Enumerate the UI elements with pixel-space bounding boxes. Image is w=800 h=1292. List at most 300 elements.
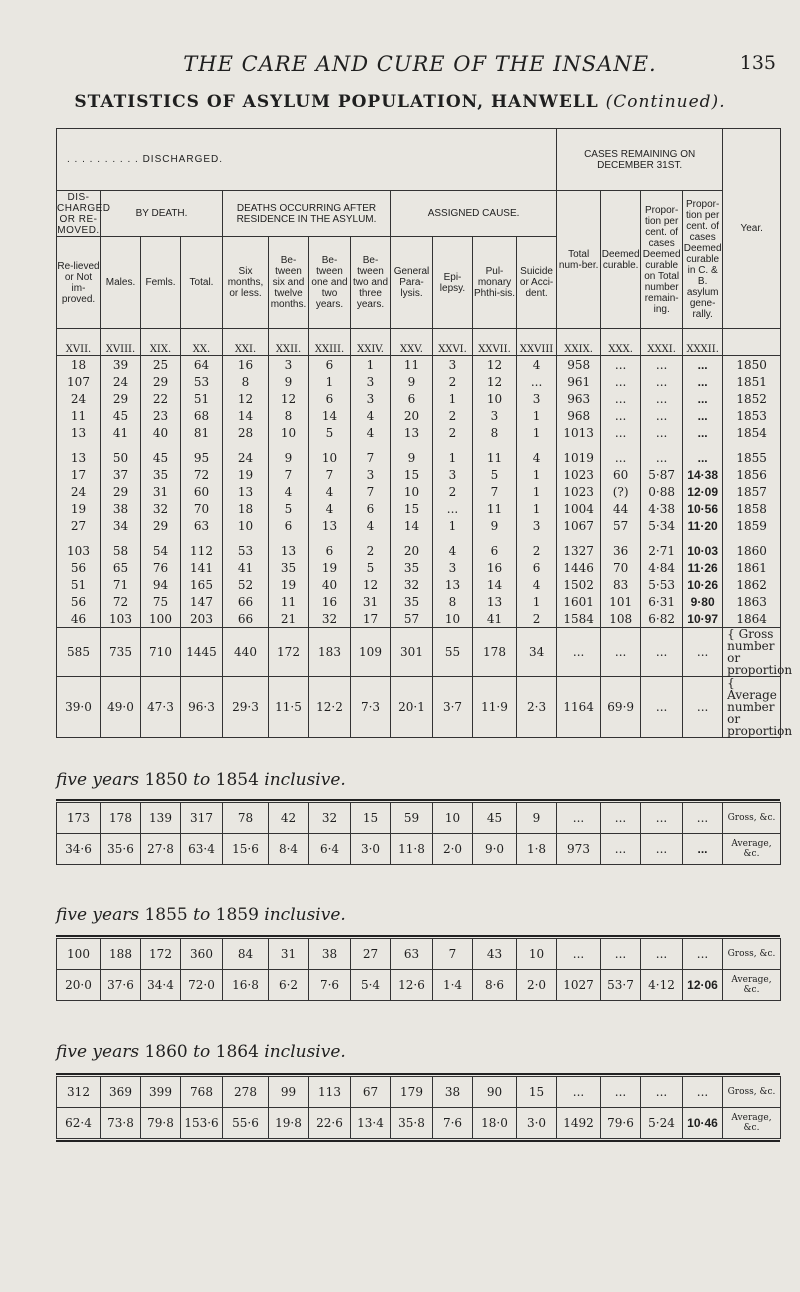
table-cell: 31 [351, 593, 391, 610]
year-cell: 1851 [723, 373, 781, 390]
period-cell: 2·0 [433, 834, 473, 865]
table-cell: 1019 [557, 449, 601, 466]
period-cell: 38 [433, 1077, 473, 1108]
average-row [57, 677, 781, 738]
table-cell: 40 [309, 576, 351, 593]
table-cell: 20 [391, 542, 433, 559]
table-cell: 94 [141, 576, 181, 593]
table-cell: 72 [101, 593, 141, 610]
table-cell: 1 [433, 449, 473, 466]
table-cell: 14 [223, 407, 269, 424]
total-number-header: Total num-ber. [557, 191, 601, 329]
table-cell: 10·26 [683, 576, 723, 593]
period-cell: ... [601, 1077, 641, 1108]
table-cell: 1 [433, 390, 473, 407]
period-cell: 100 [57, 939, 101, 970]
table-row [57, 593, 781, 610]
period-cell: 8·6 [473, 970, 517, 1001]
table-cell: (?) [601, 483, 641, 500]
table-cell: 4 [433, 542, 473, 559]
table-cell: 57 [391, 610, 433, 628]
table-row [57, 449, 781, 466]
summary-cell: 29·3 [223, 677, 269, 738]
column-number: XXIV. [351, 329, 391, 356]
table-cell: 14 [309, 407, 351, 424]
table-cell: 5 [269, 500, 309, 517]
period-cell: 188 [101, 939, 141, 970]
table-cell: 2·71 [641, 542, 683, 559]
table-cell: 56 [57, 593, 101, 610]
table-cell: ... [601, 424, 641, 441]
year-cell: 1854 [723, 424, 781, 441]
relieved-header: Re-lieved or Not im-proved. [57, 237, 101, 329]
group-gap [57, 441, 781, 449]
table-cell: 961 [557, 373, 601, 390]
table-cell: 20 [391, 407, 433, 424]
period-cell: ... [601, 834, 641, 865]
table-cell: 17 [351, 610, 391, 628]
year-cell: 1859 [723, 517, 781, 534]
year-cell: 1860 [723, 542, 781, 559]
period-cell: 72·0 [181, 970, 223, 1001]
table-cell: 100 [141, 610, 181, 628]
table-cell: 16 [223, 356, 269, 374]
table-cell: ... [683, 449, 723, 466]
page-number: 135 [739, 52, 776, 74]
table-cell: 44 [601, 500, 641, 517]
period-cell: 312 [57, 1077, 101, 1108]
table-cell: 5·53 [641, 576, 683, 593]
table-cell: 10 [473, 390, 517, 407]
period-cell: 35·8 [391, 1108, 433, 1139]
table-cell: 2 [517, 610, 557, 628]
period-cell: 3·0 [517, 1108, 557, 1139]
table-row [57, 466, 781, 483]
table-cell: 35 [391, 559, 433, 576]
total-header: Total. [181, 237, 223, 329]
table-cell: 6·82 [641, 610, 683, 628]
table-cell: 56 [57, 559, 101, 576]
table-cell: 6 [351, 500, 391, 517]
table-cell: 24 [101, 373, 141, 390]
table-cell: ... [601, 373, 641, 390]
period-cell: 1492 [557, 1108, 601, 1139]
table-cell: 9 [269, 449, 309, 466]
group-gap [57, 534, 781, 542]
summary-cell: 710 [141, 628, 181, 677]
period-cell: 153·6 [181, 1108, 223, 1139]
table-cell: 1502 [557, 576, 601, 593]
period-gross-row [57, 803, 781, 834]
period-label-to-word: to [187, 770, 211, 790]
table-cell: 24 [223, 449, 269, 466]
table-cell: 8 [269, 407, 309, 424]
table-cell: 40 [141, 424, 181, 441]
table-cell: 1584 [557, 610, 601, 628]
period-cell: 15 [517, 1077, 557, 1108]
running-head [0, 50, 800, 80]
table-cell: 1601 [557, 593, 601, 610]
period-cell: 317 [181, 803, 223, 834]
period-cell: 73·8 [101, 1108, 141, 1139]
table-cell: 1 [517, 483, 557, 500]
summary-cell: ... [601, 628, 641, 677]
table-cell: 14 [473, 576, 517, 593]
table-cell: 81 [181, 424, 223, 441]
period-cell: ... [641, 803, 683, 834]
table-row [57, 373, 781, 390]
period-cell: ... [557, 803, 601, 834]
table-row [57, 542, 781, 559]
period-cell: 278 [223, 1077, 269, 1108]
period-cell: 32 [309, 803, 351, 834]
summary-cell: 183 [309, 628, 351, 677]
period-row-label: Gross, &c. [723, 939, 781, 970]
table-cell: 958 [557, 356, 601, 374]
table-cell: 5 [473, 466, 517, 483]
period-cell: 1·4 [433, 970, 473, 1001]
year-cell: 1855 [723, 449, 781, 466]
rule [56, 935, 780, 937]
summary-cell: 172 [269, 628, 309, 677]
table-row [57, 483, 781, 500]
table-cell: 107 [57, 373, 101, 390]
table-cell: 10 [391, 483, 433, 500]
table-cell: 76 [141, 559, 181, 576]
column-number: XXII. [269, 329, 309, 356]
table-cell: 75 [141, 593, 181, 610]
rule [56, 799, 780, 801]
table-cell: 32 [391, 576, 433, 593]
table-cell: 53 [223, 542, 269, 559]
table-cell: 0·88 [641, 483, 683, 500]
table-cell: 19 [269, 576, 309, 593]
table-cell: 27 [57, 517, 101, 534]
table-cell: 4 [351, 424, 391, 441]
period-cell: 38 [309, 939, 351, 970]
year-cell: 1861 [723, 559, 781, 576]
period-cell: 10 [433, 803, 473, 834]
table-row [57, 407, 781, 424]
table-cell: 71 [101, 576, 141, 593]
period-label-suffix: inclusive. [258, 905, 346, 925]
summary-cell: 585 [57, 628, 101, 677]
year-cell: 1862 [723, 576, 781, 593]
table-cell: 1 [309, 373, 351, 390]
table-cell: 39 [101, 356, 141, 374]
table-cell: 13 [57, 424, 101, 441]
table-cell: 4·84 [641, 559, 683, 576]
summary-cell: 2·3 [517, 677, 557, 738]
period-cell: 5·4 [351, 970, 391, 1001]
period-cell: 3·0 [351, 834, 391, 865]
period-row-label: Average, &c. [723, 1108, 781, 1139]
table-cell: 10 [433, 610, 473, 628]
period-cell: 59 [391, 803, 433, 834]
period-cell: 6·4 [309, 834, 351, 865]
period-cell: 53·7 [601, 970, 641, 1001]
table-cell: 11·20 [683, 517, 723, 534]
period-table [56, 938, 781, 1001]
one-two-header: Be-tween one and two years. [309, 237, 351, 329]
table-cell: 14 [391, 517, 433, 534]
table-cell: 3 [269, 356, 309, 374]
gross-row [57, 628, 781, 677]
period-cell: 360 [181, 939, 223, 970]
summary-cell: 12·2 [309, 677, 351, 738]
period-cell: 45 [473, 803, 517, 834]
table-cell: 4 [351, 407, 391, 424]
cases-remaining-header: CASES REMAINING ON DECEMBER 31ST. [557, 129, 723, 191]
column-number: XVII. [57, 329, 101, 356]
table-row [57, 356, 781, 374]
table-cell: 19 [309, 559, 351, 576]
table-cell: 9 [391, 373, 433, 390]
summary-cell: 7·3 [351, 677, 391, 738]
table-cell: 23 [141, 407, 181, 424]
assigned-cause-header: ASSIGNED CAUSE. [391, 191, 557, 237]
general-paralysis-header: General Para-lysis. [391, 237, 433, 329]
table-row [57, 424, 781, 441]
table-cell: 45 [101, 407, 141, 424]
period-cell: 31 [269, 939, 309, 970]
period-cell: 10·46 [683, 1108, 723, 1139]
period-cell: 7·6 [309, 970, 351, 1001]
table-cell: 4·38 [641, 500, 683, 517]
table-cell: 203 [181, 610, 223, 628]
period-cell: 10 [517, 939, 557, 970]
period-cell: 18·0 [473, 1108, 517, 1139]
table-cell: 4 [351, 517, 391, 534]
table-cell: 41 [223, 559, 269, 576]
table-cell: 5·87 [641, 466, 683, 483]
table-cell: 4 [517, 576, 557, 593]
year-cell: 1856 [723, 466, 781, 483]
period-label [56, 770, 346, 790]
period-cell: 90 [473, 1077, 517, 1108]
table-cell: 12 [473, 373, 517, 390]
period-label-suffix: inclusive. [258, 1042, 346, 1062]
table-cell: 5 [309, 424, 351, 441]
table-cell: 41 [473, 610, 517, 628]
table-cell: 6 [517, 559, 557, 576]
table-cell: 10 [309, 449, 351, 466]
table-cell: 46 [57, 610, 101, 628]
table-cell: 1 [517, 500, 557, 517]
table-cell: 64 [181, 356, 223, 374]
period-cell: 42 [269, 803, 309, 834]
table-cell: 29 [141, 517, 181, 534]
table-cell: 2 [433, 407, 473, 424]
table-cell: 12 [223, 390, 269, 407]
period-row-label: Average, &c. [723, 970, 781, 1001]
table-cell: 19 [57, 500, 101, 517]
table-cell: 37 [101, 466, 141, 483]
period-label-label-prefix: five years [56, 1042, 140, 1062]
discharged-header: . . . . . . . . . . DISCHARGED. [57, 129, 557, 191]
period-cell: 172 [141, 939, 181, 970]
table-title-text: STATISTICS OF ASYLUM POPULATION, HANWELL [74, 92, 599, 112]
table-cell: 2 [517, 542, 557, 559]
summary-cell: 3·7 [433, 677, 473, 738]
table-cell: 4 [309, 483, 351, 500]
period-row-label: Average, &c. [723, 834, 781, 865]
males-header: Males. [101, 237, 141, 329]
period-label-from: 1850 [139, 770, 188, 790]
period-cell: 63·4 [181, 834, 223, 865]
table-cell: 41 [101, 424, 141, 441]
period-cell: 179 [391, 1077, 433, 1108]
table-cell: 35 [141, 466, 181, 483]
period-row-label: Gross, &c. [723, 803, 781, 834]
table-title [0, 92, 800, 112]
period-cell: 12·06 [683, 970, 723, 1001]
period-cell: 13·4 [351, 1108, 391, 1139]
table-cell: 7 [351, 483, 391, 500]
table-cell: 3 [517, 390, 557, 407]
table-cell: 66 [223, 593, 269, 610]
column-number: XIX. [141, 329, 181, 356]
table-cell: 21 [269, 610, 309, 628]
table-cell: 6 [309, 542, 351, 559]
table-cell: ... [601, 449, 641, 466]
table-cell: 1 [517, 424, 557, 441]
table-cell: 165 [181, 576, 223, 593]
period-cell: 12·6 [391, 970, 433, 1001]
period-cell: 113 [309, 1077, 351, 1108]
table-cell: 35 [269, 559, 309, 576]
summary-cell: 735 [101, 628, 141, 677]
table-cell: 8 [223, 373, 269, 390]
table-cell: 10 [269, 424, 309, 441]
table-cell: 2 [433, 373, 473, 390]
period-cell: 139 [141, 803, 181, 834]
summary-label: { Gross number or proportion [723, 628, 781, 677]
table-cell: 72 [181, 466, 223, 483]
table-cell: 19 [223, 466, 269, 483]
period-label-label-prefix: five years [56, 770, 140, 790]
table-cell: 1 [517, 466, 557, 483]
table-cell: 70 [601, 559, 641, 576]
table-cell: 1023 [557, 466, 601, 483]
table-cell: 32 [309, 610, 351, 628]
period-label-from: 1855 [139, 905, 188, 925]
summary-cell: 20·1 [391, 677, 433, 738]
period-cell: 27 [351, 939, 391, 970]
table-cell: 963 [557, 390, 601, 407]
table-cell: ... [683, 373, 723, 390]
table-cell: 13 [223, 483, 269, 500]
table-cell: 1004 [557, 500, 601, 517]
table-cell: 147 [181, 593, 223, 610]
table-cell: 68 [181, 407, 223, 424]
table-cell: 7 [269, 466, 309, 483]
table-cell: 4 [517, 449, 557, 466]
period-gross-row [57, 1077, 781, 1108]
proportion-total-header: Propor-tion per cent. of cases Deemed curable on Total number remain-ing. [641, 191, 683, 329]
table-cell: 16 [473, 559, 517, 576]
deaths-after-residence-header: DEATHS OCCURRING AFTER RESIDENCE IN THE ASYLUM. [223, 191, 391, 237]
period-cell: ... [683, 803, 723, 834]
summary-cell: 69·9 [601, 677, 641, 738]
table-cell: 4 [309, 500, 351, 517]
table-cell: 10·03 [683, 542, 723, 559]
column-number: XXIX. [557, 329, 601, 356]
period-cell: ... [601, 803, 641, 834]
table-cell: 3 [433, 466, 473, 483]
table-cell: 6 [309, 390, 351, 407]
summary-cell: 178 [473, 628, 517, 677]
table-cell: 4 [269, 483, 309, 500]
period-cell: 79·8 [141, 1108, 181, 1139]
table-cell: 112 [181, 542, 223, 559]
table-cell: 66 [223, 610, 269, 628]
table-cell: 15 [391, 500, 433, 517]
rule [56, 1073, 780, 1075]
table-cell: 101 [601, 593, 641, 610]
summary-label: { Average number or proportion [723, 677, 781, 738]
period-cell: ... [683, 1077, 723, 1108]
table-cell: 5·34 [641, 517, 683, 534]
summary-cell: 440 [223, 628, 269, 677]
year-column-number [723, 329, 781, 356]
table-cell: ... [517, 373, 557, 390]
table-cell: 13 [57, 449, 101, 466]
summary-cell: 34 [517, 628, 557, 677]
table-cell: 38 [101, 500, 141, 517]
summary-cell: 109 [351, 628, 391, 677]
summary-cell: 1164 [557, 677, 601, 738]
table-cell: 4 [517, 356, 557, 374]
table-cell: 24 [57, 483, 101, 500]
table-cell: 8 [433, 593, 473, 610]
period-cell: 5·24 [641, 1108, 683, 1139]
period-cell: 34·6 [57, 834, 101, 865]
period-average-row [57, 834, 781, 865]
column-number: XVIII. [101, 329, 141, 356]
table-row [57, 610, 781, 628]
proportion-asylum-header: Propor-tion per cent. of cases Deemed curable in C. & B. asylum gene-rally. [683, 191, 723, 329]
table-cell: 60 [601, 466, 641, 483]
column-number: XXV. [391, 329, 433, 356]
period-label [56, 905, 346, 925]
table-cell: 29 [101, 483, 141, 500]
period-cell: 8·4 [269, 834, 309, 865]
table-cell: 13 [433, 576, 473, 593]
two-three-header: Be-tween two and three years. [351, 237, 391, 329]
bottom-rule [56, 1140, 780, 1142]
period-cell: 9·0 [473, 834, 517, 865]
period-cell: 27·8 [141, 834, 181, 865]
column-number: XXXI. [641, 329, 683, 356]
table-cell: 103 [57, 542, 101, 559]
table-cell: 95 [181, 449, 223, 466]
running-title: THE CARE AND CURE OF THE INSANE. [183, 52, 657, 76]
period-label-to: 1859 [210, 905, 259, 925]
table-cell: 1013 [557, 424, 601, 441]
period-cell: ... [557, 1077, 601, 1108]
period-cell: 399 [141, 1077, 181, 1108]
table-cell: 9 [473, 517, 517, 534]
period-cell: 63 [391, 939, 433, 970]
period-cell: 1027 [557, 970, 601, 1001]
period-label-to-word: to [187, 1042, 211, 1062]
table-cell: 13 [391, 424, 433, 441]
period-cell: 79·6 [601, 1108, 641, 1139]
period-average-row [57, 1108, 781, 1139]
table-row [57, 559, 781, 576]
period-cell: ... [641, 834, 683, 865]
